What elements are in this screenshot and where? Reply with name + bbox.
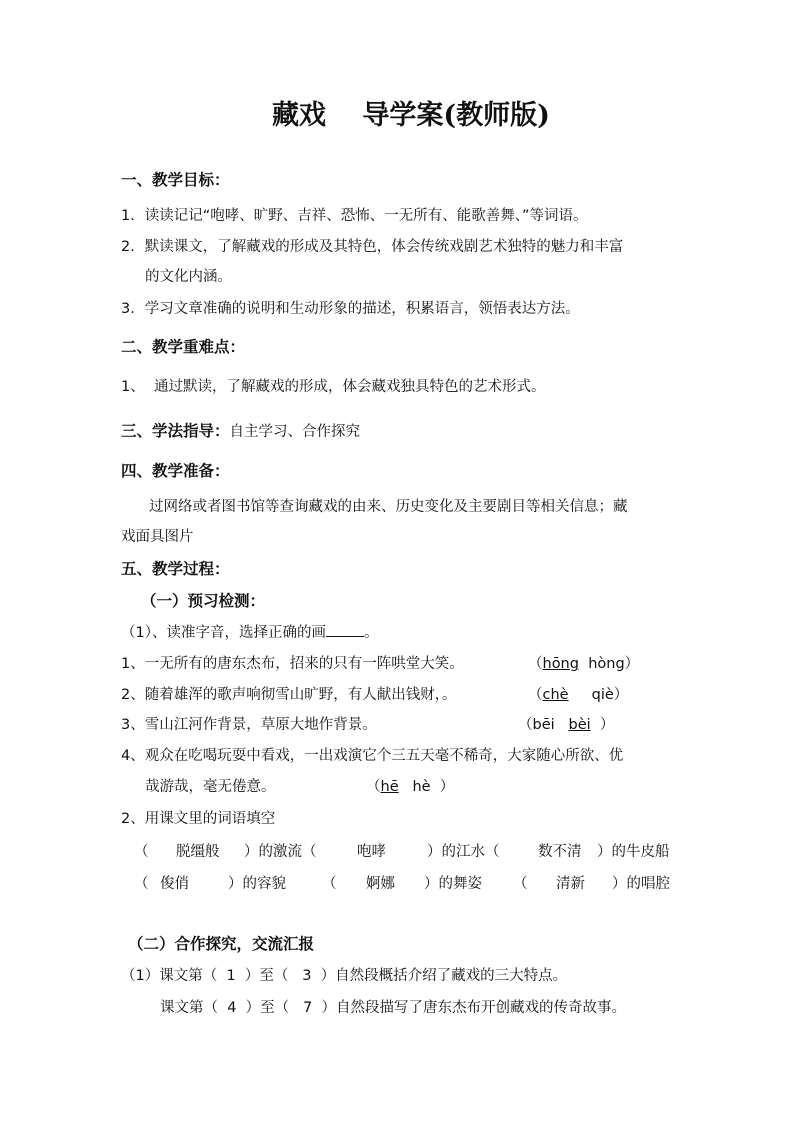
- pinyin-options-1: [528, 654, 639, 674]
- paragraph-range-1: [121, 966, 567, 986]
- fill-answer: 脱缰般: [176, 844, 220, 860]
- objective-item-3: 3．学习文章准确的说明和生动形象的描述，积累语言，领悟表达方法。: [121, 301, 580, 317]
- range-start: 1: [226, 968, 236, 984]
- paren-open: （: [528, 656, 543, 672]
- fill-answer: 数不清: [538, 844, 582, 860]
- section-heading-preparation: 四、教学准备：: [121, 462, 230, 480]
- pinyin-option: hòng: [588, 656, 625, 672]
- pinyin-option-correct: hē: [380, 779, 399, 795]
- paren-open: （: [518, 717, 533, 733]
- pinyin-option: hè: [412, 779, 431, 795]
- paren-close: ）: [624, 656, 640, 672]
- fill-answer: 清新: [556, 876, 585, 892]
- objective-item-2: 2．默读课文，了解藏戏的形成及其特色，体会传统戏剧艺术独特的魅力和丰富: [121, 239, 624, 255]
- pinyin-item-4-line-2: 哉游哉，毫无倦意。: [145, 779, 276, 795]
- section-heading-objectives: 一、教学目标：: [121, 171, 230, 189]
- fill-answer: 婀娜: [366, 876, 395, 892]
- objective-item-1: 1．读读记记“咆哮、旷野、吉祥、恐怖、一无所有、能歌善舞、”等词语。: [121, 208, 588, 224]
- key-point-item-1: 1、 通过默读，了解藏戏的形成，体会藏戏独具特色的艺术形式。: [121, 379, 546, 395]
- paren-open: （: [528, 687, 543, 703]
- fill-connector: ）的江水（: [427, 844, 500, 860]
- range-text: ）至（: [245, 1000, 290, 1016]
- study-method-line: [121, 421, 360, 442]
- range-end: 7: [303, 1000, 313, 1016]
- range-text: ）自然段描写了唐东杰布开创藏戏的传奇故事。: [321, 1000, 626, 1016]
- answer-blank: [326, 622, 364, 637]
- question-1-end: 。: [363, 625, 379, 641]
- range-end: 3: [302, 968, 312, 984]
- fill-answer: 俊俏: [160, 876, 189, 892]
- fill-paren: （: [513, 876, 528, 892]
- fill-answer: 咆哮: [357, 844, 386, 860]
- section-heading-key-points: 二、教学重难点：: [121, 338, 246, 356]
- fill-connector: ）的激流（: [244, 844, 317, 860]
- preparation-line-2: 戏面具图片: [121, 529, 194, 545]
- fill-connector: ）的舞姿: [424, 876, 482, 892]
- subsection-discussion: （二）合作探究，交流汇报: [128, 935, 315, 953]
- pinyin-item-3: 3、雪山江河作背景，草原大地作背景。: [121, 717, 377, 733]
- paren-close: ）: [613, 687, 629, 703]
- question-1-text: （1）、读准字音，选择正确的画: [121, 625, 326, 641]
- pinyin-option: qiè: [591, 687, 614, 703]
- section-heading-process: 五、教学过程：: [121, 560, 230, 578]
- pinyin-item-4-line-1: 4、观众在吃喝玩耍中看戏，一出戏演它个三五天毫不稀奇，大家随心所欲、优: [121, 748, 624, 764]
- range-text: （1）课文第（: [121, 968, 218, 984]
- paren-close: ）: [439, 779, 455, 795]
- pinyin-options-3: [518, 715, 614, 735]
- range-text: 课文第（: [160, 1000, 218, 1016]
- fill-paren: （: [134, 844, 149, 860]
- study-method-text: 自主学习、合作探究: [229, 424, 361, 440]
- pinyin-option-correct: bèi: [568, 717, 591, 733]
- range-text: ）至（: [244, 968, 289, 984]
- preparation-line-1: 过网络或者图书馆等查询藏戏的由来、历史变化及主要剧目等相关信息；藏: [149, 499, 628, 515]
- pinyin-option-correct: chè: [542, 687, 569, 703]
- pinyin-option-correct: hōng: [542, 656, 579, 672]
- fill-connector: ）的牛皮船: [597, 844, 670, 860]
- pinyin-item-2: 2、随着雄浑的歌声响彻雪山旷野，有人献出钱财，。: [121, 687, 457, 703]
- pinyin-options-4: [366, 777, 454, 797]
- pinyin-options-2: [528, 685, 628, 705]
- paragraph-range-2: [160, 998, 626, 1018]
- fill-connector: ）的容貌: [228, 876, 286, 892]
- range-text: ）自然段概括介绍了藏戏的三大特点。: [320, 968, 568, 984]
- question-1-prompt: [121, 622, 378, 643]
- question-2-prompt: 2、用课文里的词语填空: [121, 811, 276, 827]
- objective-item-2-cont: 的文化内涵。: [145, 269, 232, 285]
- paren-open: （: [366, 779, 381, 795]
- fill-paren: （: [134, 876, 149, 892]
- pinyin-option: bēi: [532, 717, 555, 733]
- pinyin-item-1: 1、一无所有的唐东杰布，招来的只有一阵哄堂大笑。: [121, 656, 464, 672]
- paren-close: ）: [599, 717, 615, 733]
- fill-paren: （: [322, 876, 337, 892]
- subsection-preview: （一）预习检测：: [141, 592, 266, 610]
- section-heading-method: 三、学法指导：: [121, 422, 230, 440]
- range-start: 4: [227, 1000, 237, 1016]
- page-title: 藏戏 导学案(教师版): [272, 100, 550, 131]
- fill-connector: ）的唱腔: [612, 876, 670, 892]
